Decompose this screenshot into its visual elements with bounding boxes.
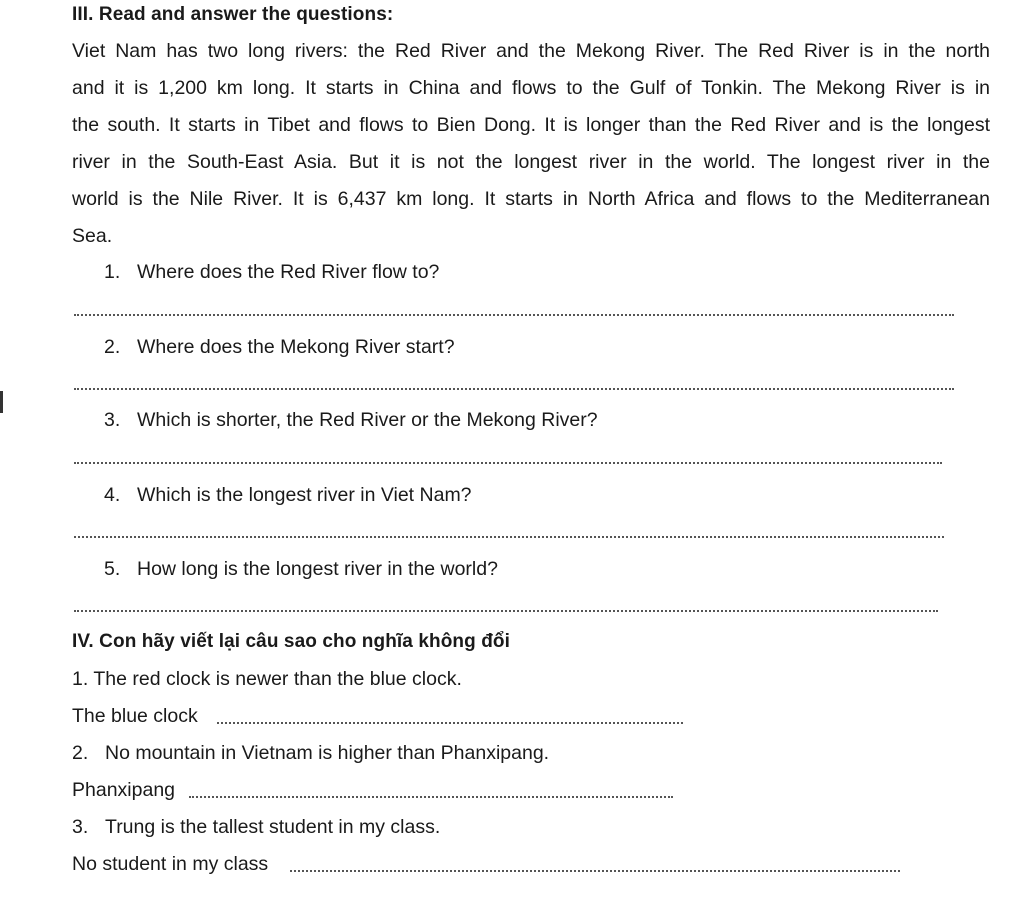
- section-4-heading: IV. Con hãy viết lại câu sao cho nghĩa không đổi: [72, 631, 511, 652]
- page-edge-mark: [0, 391, 3, 413]
- question-text: Which is shorter, the Red River or the Mekong River?: [137, 409, 598, 431]
- question-number: 4.: [104, 484, 121, 506]
- question-text: Where does the Mekong River start?: [137, 336, 455, 358]
- question-number: 2.: [104, 336, 121, 358]
- question-text: Which is the longest river in Viet Nam?: [137, 484, 472, 506]
- question-text: How long is the longest river in the world?: [137, 558, 498, 580]
- passage-line-2: and it is 1,200 km long. It starts in China and flows to the Gulf of Tonkin. The Mekong River is in: [72, 77, 990, 99]
- question-number: 5.: [104, 558, 121, 580]
- item-sentence: No mountain in Vietnam is higher than Phanxipang.: [105, 742, 550, 764]
- rewrite-answer-line-3[interactable]: [290, 870, 900, 872]
- answer-line-3[interactable]: [74, 462, 942, 464]
- item-sentence: The red clock is newer than the blue clock.: [93, 668, 462, 690]
- rewrite-prompt-3: No student in my class: [72, 853, 269, 875]
- rewrite-item-2: [72, 742, 549, 765]
- section-3-heading: III. Read and answer the questions:: [72, 4, 394, 25]
- rewrite-item-1: [72, 668, 462, 691]
- answer-line-1[interactable]: [74, 314, 954, 316]
- answer-line-5[interactable]: [74, 610, 938, 612]
- question-2: [104, 336, 455, 359]
- item-sentence: Trung is the tallest student in my class.: [105, 816, 441, 838]
- answer-line-4[interactable]: [74, 536, 944, 538]
- rewrite-answer-line-2[interactable]: [189, 796, 673, 798]
- question-4: [104, 484, 472, 507]
- item-number: 2.: [72, 742, 89, 764]
- passage-line-6: Sea.: [72, 225, 113, 247]
- item-number: 1.: [72, 668, 89, 690]
- question-3: [104, 409, 598, 432]
- passage-line-5: world is the Nile River. It is 6,437 km long. It starts in North Africa and flows to the Mediterranean: [72, 188, 990, 210]
- question-text: Where does the Red River flow to?: [137, 261, 440, 283]
- passage-line-3: the south. It starts in Tibet and flows to Bien Dong. It is longer than the Red River and is the longest: [72, 114, 990, 136]
- question-1: [104, 261, 439, 284]
- answer-line-2[interactable]: [74, 388, 954, 390]
- question-number: 3.: [104, 409, 121, 431]
- passage-line-1: Viet Nam has two long rivers: the Red River and the Mekong River. The Red River is in the north: [72, 40, 990, 62]
- question-number: 1.: [104, 261, 121, 283]
- passage-line-4: river in the South-East Asia. But it is not the longest river in the world. The longest river in the: [72, 151, 990, 173]
- rewrite-answer-line-1[interactable]: [217, 722, 683, 724]
- rewrite-prompt-2: Phanxipang: [72, 779, 176, 801]
- rewrite-prompt-1: The blue clock: [72, 705, 198, 727]
- item-number: 3.: [72, 816, 89, 838]
- rewrite-item-3: [72, 816, 440, 839]
- question-5: [104, 558, 498, 581]
